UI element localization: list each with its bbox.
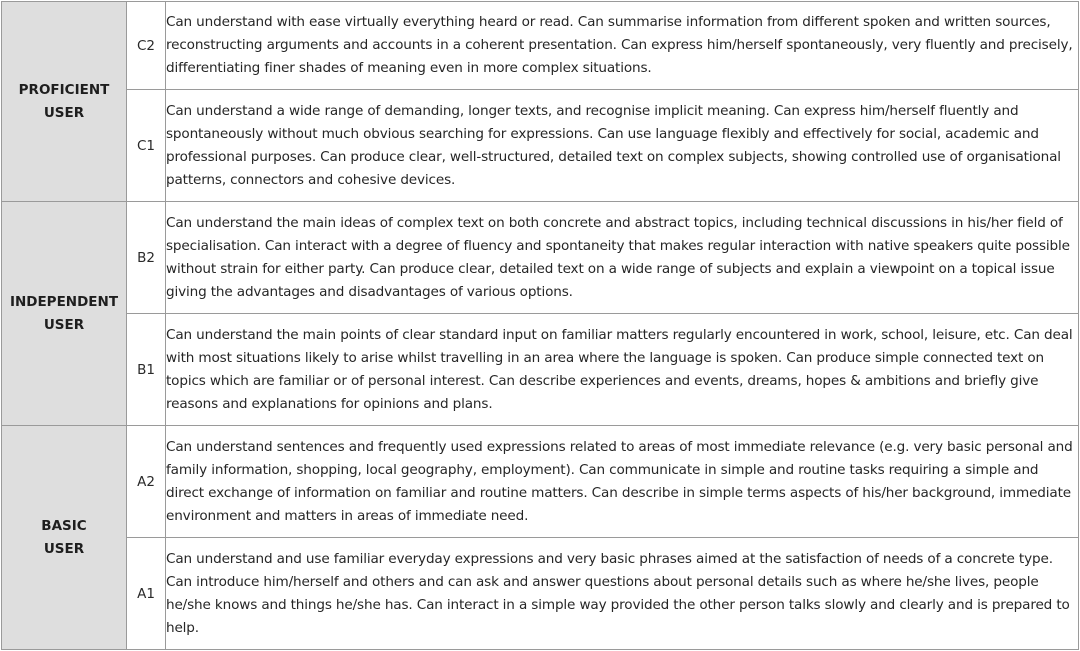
group-label-line2: USER <box>43 104 85 121</box>
cefr-levels-table <box>1 1 1079 650</box>
table-row <box>2 90 1079 202</box>
level-code-c2: C2 <box>127 2 166 90</box>
level-description-b1: Can understand the main points of clear standard input on familiar matters regularly encountered in work, school, leisure, etc. Can deal with most situations likely to arise whilst travelling in an area where the language is spoken. Can produce simple connected text on topics which are familiar or of personal interest. Can describe experiences and events, dreams, hopes & ambitions and briefly give reasons and explanations for opinions and plans. <box>166 314 1079 426</box>
table-row <box>2 314 1079 426</box>
level-description-c1: Can understand a wide range of demanding, longer texts, and recognise implicit meaning. Can express him/herself fluently and spontaneously without much obvious searching for expressions. Can use language flexibly and effectively for social, academic and professional purposes. Can produce clear, well-structured, detailed text on complex subjects, showing controlled use of organisational patterns, connectors and cohesive devices. <box>166 90 1079 202</box>
table-row <box>2 538 1079 650</box>
table-row <box>2 426 1079 538</box>
level-description-c2: Can understand with ease virtually everything heard or read. Can summarise information from different spoken and written sources, reconstructing arguments and accounts in a coherent presentation. Can express him/herself spontaneously, very fluently and precisely, differentiating finer shades of meaning even in more complex situations. <box>166 2 1079 90</box>
level-code-b2: B2 <box>127 202 166 314</box>
group-label-basic-user <box>2 426 127 650</box>
level-code-a2: A2 <box>127 426 166 538</box>
level-code-b1: B1 <box>127 314 166 426</box>
group-label-line1: INDEPENDENT <box>9 293 119 310</box>
table-row <box>2 2 1079 90</box>
level-code-a1: A1 <box>127 538 166 650</box>
level-description-a1: Can understand and use familiar everyday expressions and very basic phrases aimed at the satisfaction of needs of a concrete type. Can introduce him/herself and others and can ask and answer questions about personal details such as where he/she lives, people he/she knows and things he/she has. Can interact in a simple way provided the other person talks slowly and clearly and is prepared to help. <box>166 538 1079 650</box>
group-label-line1: PROFICIENT <box>18 81 110 98</box>
table-row <box>2 202 1079 314</box>
group-label-line1: BASIC <box>41 517 87 534</box>
group-label-line2: USER <box>43 540 85 557</box>
level-description-a2: Can understand sentences and frequently used expressions related to areas of most immediate relevance (e.g. very basic personal and family information, shopping, local geography, employment). Can communicate in simple and routine tasks requiring a simple and direct exchange of information on familiar and routine matters. Can describe in simple terms aspects of his/her background, immediate environment and matters in areas of immediate need. <box>166 426 1079 538</box>
group-label-independent-user <box>2 202 127 426</box>
group-label-proficient-user <box>2 2 127 202</box>
group-label-line2: USER <box>43 316 85 333</box>
level-description-b2: Can understand the main ideas of complex text on both concrete and abstract topics, including technical discussions in his/her field of specialisation. Can interact with a degree of fluency and spontaneity that makes regular interaction with native speakers quite possible without strain for either party. Can produce clear, detailed text on a wide range of subjects and explain a viewpoint on a topical issue giving the advantages and disadvantages of various options. <box>166 202 1079 314</box>
level-code-c1: C1 <box>127 90 166 202</box>
